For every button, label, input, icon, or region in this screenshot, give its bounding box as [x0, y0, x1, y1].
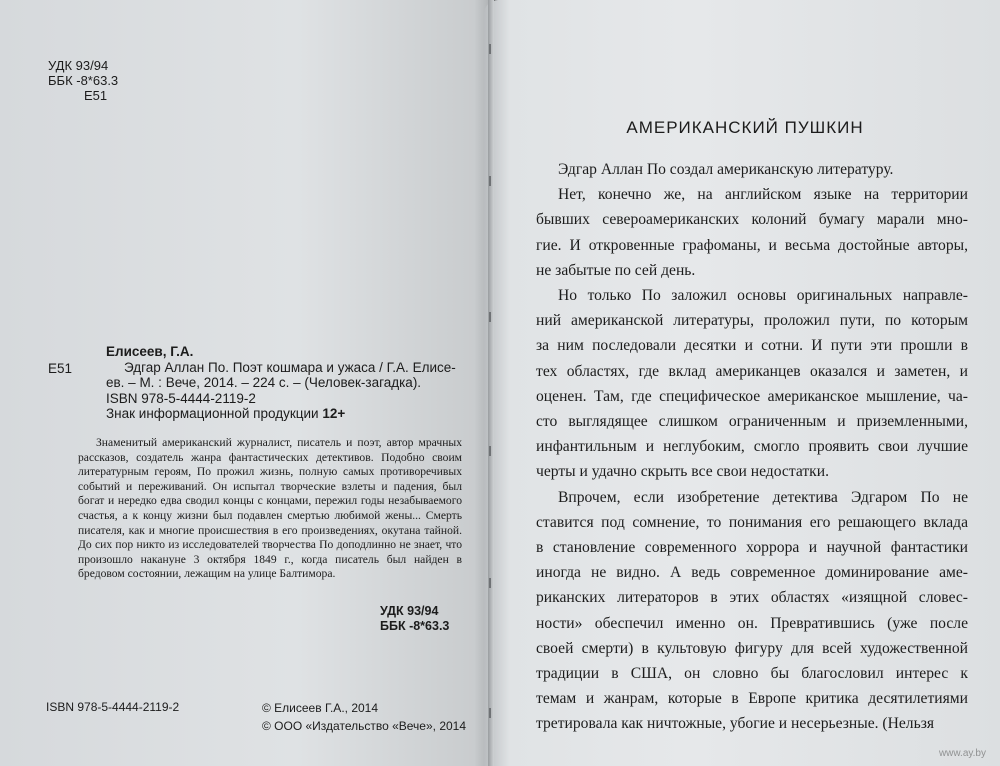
- text-line: не забытые по сей день.: [536, 261, 696, 279]
- isbn-line: ISBN 978-5-4444-2119-2: [106, 390, 256, 406]
- text-line: гие. И откровенные графоманы, и весьма достойные авторы,: [536, 236, 968, 254]
- book-gutter: [488, 0, 494, 766]
- binding-stitch: [489, 44, 491, 54]
- text-line: в становление современного хоррора и научной фантастики: [536, 539, 968, 557]
- biblio-line: ев. – М. : Вече, 2014. – 224 с. – (Человек-загадка).: [106, 375, 422, 390]
- paragraph: [536, 182, 968, 283]
- chapter-title: АМЕРИКАНСКИЙ ПУШКИН: [626, 118, 864, 137]
- text-line: иногда не видно. А ведь современное доминирование аме-: [536, 564, 968, 582]
- bibliographic-record: [48, 344, 468, 422]
- isbn-footer: ISBN 978-5-4444-2119-2: [46, 700, 180, 714]
- copyright-publisher: © ООО «Издательство «Вече», 2014: [262, 719, 467, 733]
- text-line: ставится под сомнение, то понимания его решающего вклада: [536, 513, 968, 531]
- text-line: тех областях, где вклад американцев оказался и заметен, и: [536, 362, 968, 380]
- catalog-code: Е51: [84, 88, 108, 103]
- copyright-author: © Елисеев Г.А., 2014: [262, 701, 379, 715]
- text-line: третировала как ничтожные, убогие и несерьезные. (Нельзя: [536, 715, 935, 733]
- text-line: оценен. Там, где специфическое американское мышление, ча-: [536, 387, 968, 405]
- text-line: Эдгар Аллан По создал американскую литературу.: [558, 161, 894, 178]
- udk-code: УДК 93/94: [48, 58, 109, 73]
- text-line: темам и жанрам, которые в Европе критика десятилетиями: [536, 690, 968, 708]
- text-line: черты и удачно скрыть все свои недостатки.: [536, 463, 829, 481]
- text-line: инфантильным и неглубоким, смогло проявить свои лучшие: [536, 438, 968, 456]
- paragraph: [536, 485, 968, 737]
- bbk-code: ББК -8*63.3: [380, 619, 450, 633]
- catalog-code-side: Е51: [48, 361, 73, 376]
- biblio-line: Эдгар Аллан По. Поэт кошмара и ужаса / Г.А. Елисе-: [124, 359, 456, 375]
- annotation: [78, 436, 462, 582]
- bbk-code: ББК -8*63.3: [48, 73, 119, 88]
- binding-stitch: [489, 176, 491, 186]
- text-line: традиции в США, он словно бы благословил интерес к: [536, 665, 968, 683]
- watermark: www.ay.by: [938, 748, 986, 759]
- text-line: ности» обеспечил именно он. Превратившись (уже после: [536, 614, 968, 632]
- text-line: риканских литераторов в этих областях «изящной словес-: [536, 589, 968, 607]
- binding-stitch: [489, 446, 491, 456]
- age-sign-label: Знак информационной продукции: [106, 406, 319, 421]
- udk-block-bottom: [380, 604, 449, 634]
- binding-stitch: [489, 312, 491, 322]
- age-rating: 12+: [322, 406, 346, 421]
- text-line: сто выглядящее слишком ограниченным и приземленными,: [536, 413, 968, 431]
- chapter-body: [536, 157, 968, 737]
- udk-code: УДК 93/94: [380, 604, 439, 618]
- annotation-text: Знаменитый американский журналист, писатель и поэт, автор мрачных рассказов, создатель жанра фантастических детективов. Подобно своим литературным героям, По прожил жизнь, полную самых противоречивых событий и переживаний. Он испытал творческие взлеты и падения, был богат и нередко едва сводил концы с концами, пережил годы незабываемого счастья, а к концу жизни был подавлен смертью любимой жены... Смерть писателя, как и многие происшествия в его произведениях, окутана тайной. До сих пор никто из исследователей творчества По доподлинно не знает, что произошло накануне 3 октября 1849 г., когда писатель был найден в бредовом состоянии, лежащим на улице Балтимора.: [78, 436, 462, 581]
- text-line: Нет, конечно же, на английском языке на территории: [558, 186, 968, 204]
- copyright-block: [262, 699, 466, 735]
- text-line: ний американской литературы, проложил пути, по которым: [536, 312, 968, 330]
- text-line: своей смерти) в культовую фигуру для всей художественной: [536, 639, 968, 657]
- text-line: Впрочем, если изобретение детектива Эдгаром По не: [558, 488, 968, 506]
- text-line: за ним последовали десятки и сотни. И пути эти прошли в: [536, 337, 968, 355]
- author-name: Елисеев, Г.А.: [106, 344, 194, 359]
- udk-block-top: [48, 58, 118, 103]
- paragraph: [536, 157, 968, 182]
- binding-stitch: [489, 708, 491, 718]
- age-sign-line: [106, 406, 468, 422]
- text-line: Но только По заложил основы оригинальных направле-: [558, 287, 968, 305]
- paragraph: [536, 283, 968, 485]
- text-line: бывших североамериканских колоний бумагу марали мно-: [536, 211, 968, 229]
- binding-stitch: [489, 578, 491, 588]
